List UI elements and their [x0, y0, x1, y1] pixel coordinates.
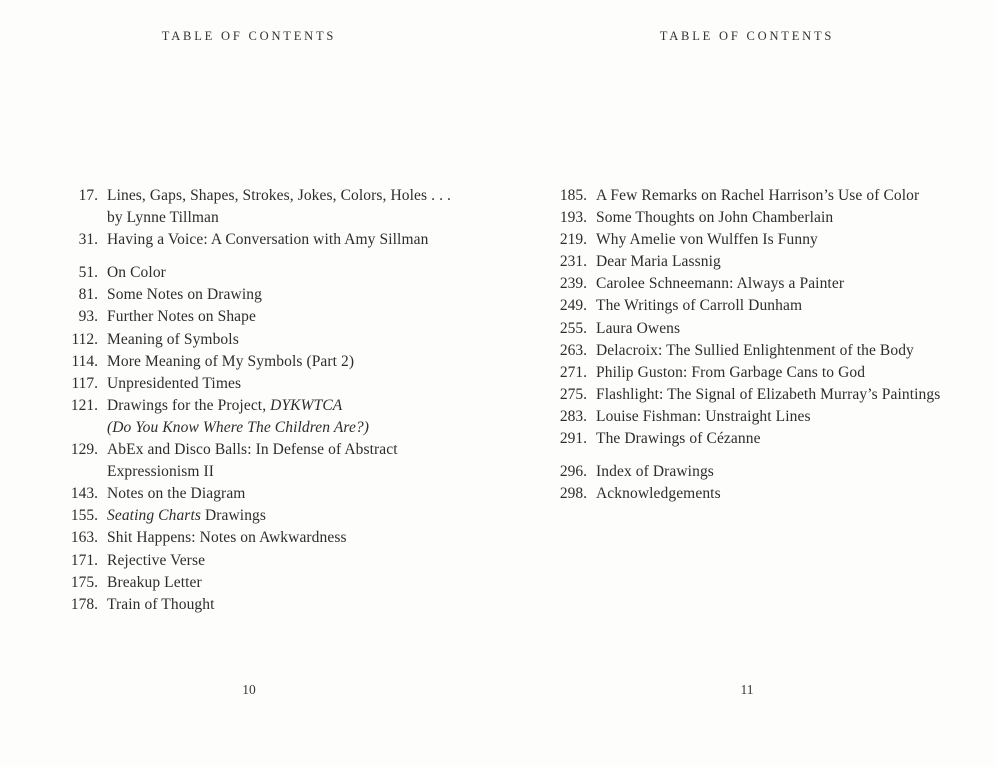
toc-entry-page-number: 121. — [70, 396, 98, 414]
toc-entry-title: Some Notes on Drawing — [107, 286, 262, 304]
toc-list-right — [541, 185, 993, 505]
toc-entry — [541, 428, 993, 450]
toc-entry — [52, 395, 488, 439]
toc-entry-title: Rejective Verse — [107, 551, 206, 569]
toc-entry-page-number: 263. — [559, 341, 587, 359]
toc-entry-page-number: 129. — [70, 441, 98, 459]
running-head-left: TABLE OF CONTENTS — [161, 29, 337, 43]
toc-entry — [52, 229, 488, 251]
toc-entry-page-number: 93. — [78, 308, 98, 326]
toc-entry-page-number: 291. — [559, 430, 587, 448]
toc-entry-page-number: 163. — [70, 529, 98, 547]
page-right — [498, 0, 996, 767]
toc-entry-title: Drawings for the Project, DYKWTCA (Do You Know Where The Children Are?) — [107, 396, 370, 436]
toc-entry-page-number: 175. — [70, 573, 98, 591]
toc-entry-title: Meaning of Symbols — [107, 330, 239, 348]
toc-entry-title: Some Thoughts on John Chamberlain — [596, 209, 834, 227]
toc-entry-title: A Few Remarks on Rachel Harrison’s Use of Color — [596, 187, 920, 204]
toc-entry-title: Breakup Letter — [107, 573, 202, 591]
toc-entry — [52, 550, 488, 572]
toc-entry-page-number: 51. — [78, 264, 98, 282]
folio-left: 10 — [242, 682, 256, 697]
toc-entry — [52, 185, 488, 229]
toc-entry-page-number: 114. — [71, 352, 98, 370]
toc-entry — [52, 306, 488, 328]
toc-entry — [52, 505, 488, 527]
toc-entry-page-number: 255. — [559, 319, 587, 337]
toc-entry-title: Unpresidented Times — [107, 374, 242, 392]
toc-entry-page-number: 185. — [559, 187, 587, 204]
toc-entry-title: Delacroix: The Sullied Enlightenment of the Body — [596, 341, 914, 359]
toc-entry-page-number: 249. — [559, 297, 587, 315]
toc-entry — [541, 318, 993, 340]
toc-entry-title: Dear Maria Lassnig — [596, 253, 721, 271]
toc-entry — [541, 295, 993, 317]
toc-entry-page-number: 143. — [70, 485, 98, 503]
toc-entry-page-number: 112. — [71, 330, 98, 348]
toc-entry-title: Laura Owens — [596, 319, 681, 337]
toc-entry-page-number: 193. — [559, 209, 587, 227]
toc-entry — [52, 594, 488, 616]
toc-entry — [52, 572, 488, 594]
toc-entry-title: The Drawings of Cézanne — [596, 430, 761, 448]
toc-entry — [541, 461, 993, 483]
toc-entry-title: Train of Thought — [107, 595, 215, 613]
toc-entry — [52, 439, 488, 483]
toc-entry-title: Carolee Schneemann: Always a Painter — [596, 275, 845, 293]
toc-entry — [541, 273, 993, 295]
toc-entry-title: More Meaning of My Symbols (Part 2) — [107, 352, 355, 370]
toc-entry-title: Louise Fishman: Unstraight Lines — [596, 407, 811, 425]
toc-entry-title: AbEx and Disco Balls: In Defense of Abstract Expressionism II — [107, 441, 398, 481]
toc-list-left — [52, 185, 488, 616]
toc-entry-title: Lines, Gaps, Shapes, Strokes, Jokes, Colors, Holes . . . by Lynne Tillman — [107, 187, 451, 227]
toc-entry — [52, 483, 488, 505]
toc-entry-page-number: 296. — [559, 463, 587, 481]
toc-entry-title: Why Amelie von Wulffen Is Funny — [596, 231, 818, 249]
toc-entry-title: On Color — [107, 264, 166, 282]
toc-entry — [52, 373, 488, 395]
toc-entry-title: Further Notes on Shape — [107, 308, 256, 326]
toc-entry — [52, 284, 488, 306]
toc-entry-page-number: 81. — [78, 286, 98, 304]
toc-entry-page-number: 31. — [78, 231, 98, 249]
toc-entry-page-number: 298. — [559, 485, 587, 503]
toc-entry-page-number: 219. — [559, 231, 587, 249]
running-head-right: TABLE OF CONTENTS — [659, 29, 835, 43]
toc-entry — [541, 362, 993, 384]
toc-entry — [52, 262, 488, 284]
toc-entry — [541, 340, 993, 362]
toc-entry — [52, 351, 488, 373]
toc-entry — [52, 329, 488, 351]
toc-entry-page-number: 239. — [559, 275, 587, 293]
toc-entry — [541, 384, 993, 406]
toc-entry-title: Notes on the Diagram — [107, 485, 246, 503]
toc-entry-title: The Writings of Carroll Dunham — [596, 297, 803, 315]
toc-entry-title: Index of Drawings — [596, 463, 714, 481]
toc-entry — [541, 483, 993, 505]
toc-entry — [541, 207, 993, 229]
toc-entry-page-number: 231. — [559, 253, 587, 271]
toc-entry — [541, 185, 993, 207]
folio-right: 11 — [740, 682, 754, 697]
toc-entry-page-number: 155. — [70, 507, 98, 525]
toc-entry — [541, 251, 993, 273]
toc-entry-title: Shit Happens: Notes on Awkwardness — [107, 529, 347, 547]
toc-entry-title: Seating Charts Drawings — [107, 507, 267, 525]
toc-entry — [541, 229, 993, 251]
toc-entry-page-number: 283. — [559, 407, 587, 425]
toc-entry — [541, 406, 993, 428]
toc-entry-title: Acknowledgements — [596, 485, 721, 503]
toc-entry-page-number: 17. — [78, 187, 98, 204]
toc-entry-page-number: 171. — [70, 551, 98, 569]
toc-entry-title: Philip Guston: From Garbage Cans to God — [596, 363, 866, 381]
toc-entry-title: Having a Voice: A Conversation with Amy Sillman — [107, 231, 429, 249]
toc-entry-title: Flashlight: The Signal of Elizabeth Murray’s Paintings — [596, 385, 941, 403]
toc-entry-page-number: 275. — [559, 385, 587, 403]
toc-entry-page-number: 271. — [559, 363, 587, 381]
toc-entry — [52, 527, 488, 549]
toc-entry-page-number: 178. — [70, 595, 98, 613]
toc-entry-page-number: 117. — [71, 374, 98, 392]
